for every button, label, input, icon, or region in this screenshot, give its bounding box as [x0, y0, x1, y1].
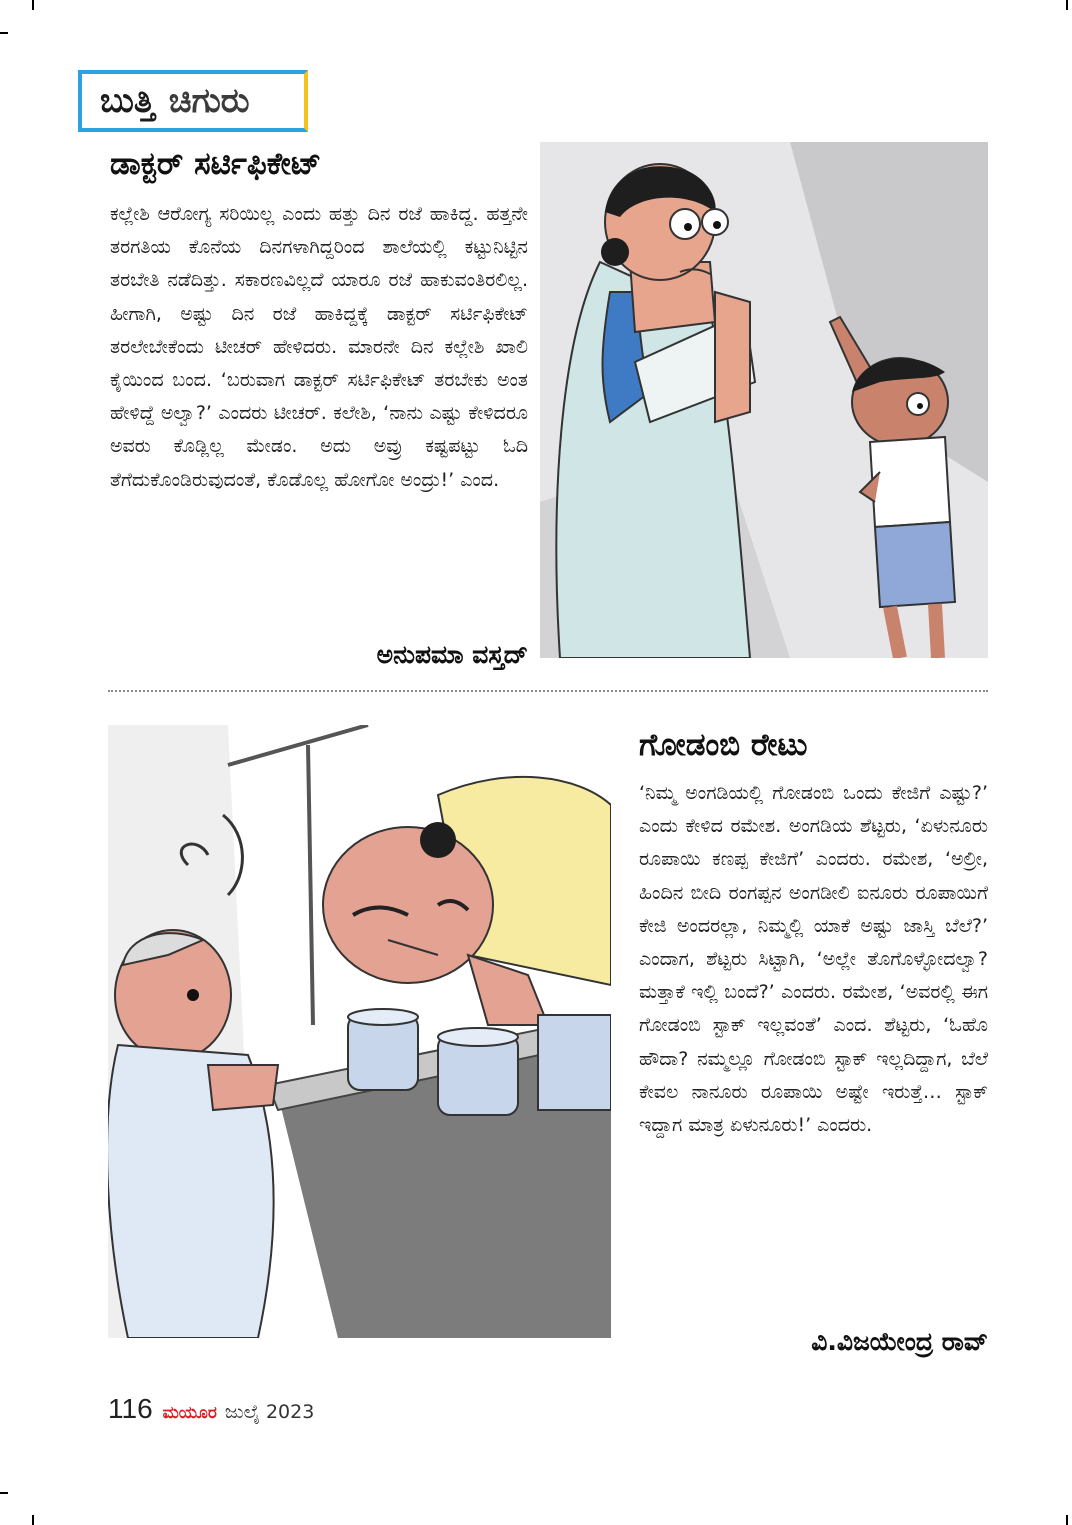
- story-divider: [108, 690, 988, 692]
- issue-date: ಜುಲೈ 2023: [224, 1401, 315, 1423]
- section-tag-word-2: ಚಿಗುರು: [168, 81, 250, 121]
- teacher-and-student-illustration: [540, 142, 988, 658]
- crop-mark: [0, 32, 8, 34]
- crop-mark: [32, 1515, 34, 1525]
- section-tag: [78, 70, 308, 132]
- story-2-author: ವಿ.ವಿಜಯೇಂದ್ರ ರಾವ್: [811, 1327, 988, 1356]
- story-2-body: ‘ನಿಮ್ಮ ಅಂಗಡಿಯಲ್ಲಿ ಗೋಡಂಬಿ ಒಂದು ಕೇಜಿಗೆ ಎಷ್ಟು?’ ಎಂದು ಕೇಳಿದ ರಮೇಶ. ಅಂಗಡಿಯ ಶೆಟ್ಟರು, ‘ಏಳುನೂರು ರೂಪಾಯಿ ಕಣಪ್ಪ ಕೇಜಿಗೆ’ ಎಂದರು. ರಮೇಶ, ‘ಅಲ್ರೀ, ಹಿಂದಿನ ಬೀದಿ ರಂಗಪ್ಪನ ಅಂಗಡೀಲಿ ಐನೂರು ರೂಪಾಯಿಗೆ ಕೇಜಿ ಅಂದರಲ್ಲಾ, ನಿಮ್ಮಲ್ಲಿ ಯಾಕೆ ಅಷ್ಟು ಜಾಸ್ತಿ ಬೆಲೆ?’ ಎಂದಾಗ, ಶೆಟ್ಟರು ಸಿಟ್ಟಾಗಿ, ‘ಅಲ್ಲೇ ತೊಗೊಳ್ಳೋದಲ್ವಾ? ಮತ್ತಾಕೆ ಇಲ್ಲಿ ಬಂದೆ?’ ಎಂದರು. ರಮೇಶ, ‘ಅವರಲ್ಲಿ ಈಗ ಗೋಡಂಬಿ ಸ್ಟಾಕ್ ಇಲ್ಲವಂತೆ’ ಎಂದ. ಶೆಟ್ಟರು, ‘ಓಹೊ ಹೌದಾ? ನಮ್ಮಲ್ಲೂ ಗೋಡಂಬಿ ಸ್ಟಾಕ್ ಇಲ್ಲದಿದ್ದಾಗ, ಬೆಲೆ ಕೇವಲ ನಾನೂರು ರೂಪಾಯಿ ಅಷ್ಟೇ ಇರುತ್ತೆ… ಸ್ಟಾಕ್ ಇದ್ದಾಗ ಮಾತ್ರ ಏಳುನೂರು!’ ಎಂದರು.: [639, 782, 988, 1137]
- story-2-title: ಗೋಡಂಬಿ ರೇಟು: [639, 727, 808, 763]
- magazine-logo: ಮಯೂರ: [162, 1403, 217, 1423]
- section-tag-word-1: ಬುತ್ತಿ: [100, 81, 155, 121]
- crop-mark: [32, 0, 34, 10]
- crop-mark: [1066, 1515, 1068, 1525]
- crop-mark: [0, 1492, 8, 1494]
- story-1-author: ಅನುಪಮಾ ವಸ್ತದ್: [376, 640, 528, 669]
- page-number: 116: [108, 1393, 153, 1424]
- page-footer: [108, 1393, 314, 1433]
- crop-mark: [1066, 0, 1068, 10]
- shopkeeper-and-customer-illustration: [108, 725, 611, 1338]
- story-1-body: ಕಲ್ಲೇಶಿ ಆರೋಗ್ಯ ಸರಿಯಿಲ್ಲ ಎಂದು ಹತ್ತು ದಿನ ರಜೆ ಹಾಕಿದ್ದ. ಹತ್ತನೇ ತರಗತಿಯ ಕೊನೆಯ ದಿನಗಳಾಗಿದ್ದರಿಂದ ಶಾಲೆಯಲ್ಲಿ ಕಟ್ಟುನಿಟ್ಟಿನ ತರಬೇತಿ ನಡೆದಿತ್ತು. ಸಕಾರಣವಿಲ್ಲದೆ ಯಾರೂ ರಜೆ ಹಾಕುವಂತಿರಲಿಲ್ಲ. ಹೀಗಾಗಿ, ಅಷ್ಟು ದಿನ ರಜೆ ಹಾಕಿದ್ದಕ್ಕೆ ಡಾಕ್ಟರ್ ಸರ್ಟಿಫಿಕೇಟ್ ತರಲೇಬೇಕೆಂದು ಟೀಚರ್ ಹೇಳಿದರು. ಮಾರನೇ ದಿನ ಕಲ್ಲೇಶಿ ಖಾಲಿ ಕೈಯಿಂದ ಬಂದ. ‘ಬರುವಾಗ ಡಾಕ್ಟರ್ ಸರ್ಟಿಫಿಕೇಟ್ ತರಬೇಕು ಅಂತ ಹೇಳಿದ್ದೆ ಅಲ್ವಾ?’ ಎಂದರು ಟೀಚರ್. ಕಲೇಶಿ, ‘ನಾನು ಎಷ್ಟು ಕೇಳಿದರೂ ಅವರು ಕೊಡ್ಲಿಲ್ಲ ಮೇಡಂ. ಅದು ಅವ್ರು ಕಷ್ಟಪಟ್ಟು ಓದಿ ತೆಗೆದುಕೊಂಡಿರುವುದಂತೆ, ಕೊಡೊಲ್ಲ ಹೋಗೋ ಅಂದ್ರು!’ ಎಂದ.: [110, 203, 528, 491]
- story-1-title: ಡಾಕ್ಟರ್ ಸರ್ಟಿಫಿಕೇಟ್: [110, 146, 322, 182]
